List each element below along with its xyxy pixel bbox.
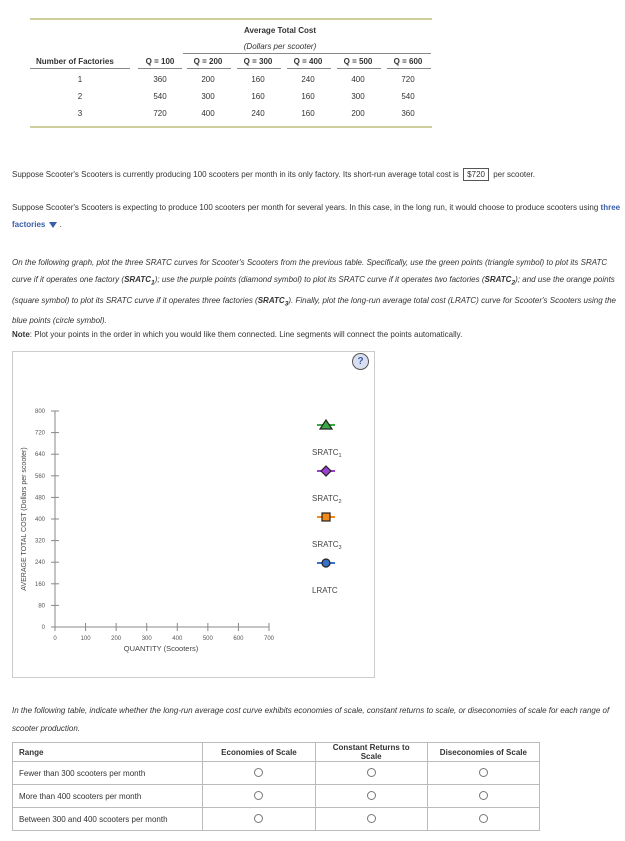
question-1-text: Suppose Scooter's Scooters is currently producing 100 scooters per month in its only factory. Its short-run average total cost is [12, 170, 459, 179]
cost-table-title: Average Total Cost [243, 26, 316, 35]
table-cell: 720 [153, 109, 167, 118]
cost-table-col-header: Q = 500 [343, 57, 373, 66]
economies-radio[interactable] [254, 791, 263, 800]
y-tick-label: 160 [34, 581, 45, 588]
table-cell: 1 [77, 75, 83, 84]
x-axis-label: QUANTITY (Scooters) [123, 644, 199, 653]
note-label: Note [12, 330, 30, 339]
instructions-text: ). Finally, plot the long-run average total cost (LRATC) curve for Scooter's Scooters using the blue points (circle symbol). [12, 295, 616, 326]
y-tick-label: 80 [38, 603, 45, 610]
instructions-text: On the following graph, plot the three SRATC curves for Scooter's Scooters from the previous table. Specifically, use the green points (triangle symbol) to plot its SRATC curve if it operates one factory ( [12, 258, 608, 284]
table-cell: 300 [201, 92, 215, 101]
sratc3-label: $SRATC_3$ [257, 295, 289, 308]
table-cell: 200 [201, 75, 215, 84]
scale-table [12, 742, 540, 831]
question-2-text: Suppose Scooter's Scooters is expecting to produce 100 scooters per month for several years. In this case, in the long run, it would choose to produce scooters using [12, 203, 599, 212]
table-cell: 540 [153, 92, 167, 101]
y-tick-label: 240 [34, 560, 45, 567]
x-tick-label: 200 [111, 636, 122, 642]
cost-table-col-header: Q = 300 [243, 57, 273, 66]
cost-table-subtitle: (Dollars per scooter) [243, 42, 317, 51]
cost-table-col-header: Q = 100 [145, 57, 175, 66]
y-axis-label: AVERAGE TOTAL COST (Dollars per scooter) [21, 447, 28, 591]
y-tick-label: 480 [34, 495, 45, 502]
y-tick-label: 640 [34, 452, 45, 459]
table-cell: 200 [351, 109, 365, 118]
table-cell: 160 [301, 92, 315, 101]
help-button[interactable]: ? [352, 353, 369, 370]
table-cell: 400 [351, 75, 365, 84]
table-cell: 360 [153, 75, 167, 84]
legend-label: $SRATC_1$ [312, 448, 342, 459]
question-1-suffix: per scooter. [493, 170, 536, 179]
note-text: : Plot your points in the order in which you would like them connected. Line segments will connect the points automatically. [29, 330, 463, 339]
diseconomies-radio[interactable] [479, 791, 488, 800]
y-tick-label: 0 [41, 625, 45, 631]
constant-returns-radio[interactable] [367, 791, 376, 800]
range-header: Range [13, 743, 203, 762]
table-cell: 3 [77, 109, 83, 118]
table-row [13, 785, 540, 808]
x-tick-label: 0 [53, 636, 57, 642]
table-cell: 160 [301, 109, 315, 118]
table-cell: 2 [77, 92, 83, 101]
x-tick-label: 300 [141, 636, 152, 642]
y-tick-label: 800 [34, 409, 45, 415]
x-tick-label: 700 [263, 636, 275, 642]
table-cell: 240 [251, 109, 265, 118]
diseconomies-header: Diseconomies of Scale [427, 743, 539, 762]
table-cell: 160 [251, 75, 265, 84]
table-cell: 720 [401, 75, 415, 84]
y-tick-label: 720 [34, 430, 45, 437]
table-row [13, 762, 540, 785]
economies-header: Economies of Scale [203, 743, 315, 762]
economies-radio[interactable] [254, 768, 263, 777]
legend-label: $SRATC_2$ [312, 494, 342, 505]
instructions-text: ); and use the orange points (square symbol) to plot its SRATC curve if it operates three factories ( [12, 275, 615, 305]
sratc3-square-marker[interactable] [322, 513, 330, 521]
y-tick-label: 320 [34, 538, 45, 545]
table-row [13, 808, 540, 831]
short-run-atc-answer-box[interactable]: $720 [463, 168, 489, 181]
table-cell: 300 [351, 92, 365, 101]
table-cell: 360 [401, 109, 415, 118]
table-cell: 540 [401, 92, 415, 101]
question-2-suffix: . [59, 220, 62, 229]
question-3 [12, 702, 612, 738]
cost-table-col-header: Q = 600 [393, 57, 423, 66]
instructions-text: ); use the purple points (diamond symbol) to plot its SRATC curve if it operates two factories ( [154, 275, 485, 284]
question-3-text: In the following table, indicate whether the long-run average cost curve exhibits economies of scale, constant returns to scale, or diseconomies of scale for each range of scooter production. [12, 706, 610, 733]
cost-table-col-header: Q = 400 [293, 57, 323, 66]
diseconomies-radio[interactable] [479, 768, 488, 777]
constant-returns-header: Constant Returns to Scale [315, 743, 427, 762]
sratc2-label: $SRATC_2$ [484, 275, 516, 287]
diseconomies-radio[interactable] [479, 814, 488, 823]
table-cell: 400 [201, 109, 215, 118]
scale-table-header-row [13, 743, 540, 762]
factories-dropdown-value: three factories [12, 203, 621, 229]
sratc2-diamond-marker[interactable] [321, 466, 331, 476]
x-tick-label: 600 [233, 636, 244, 642]
legend-label: $SRATC_3$ [312, 540, 342, 551]
range-label: Fewer than 300 scooters per month [13, 762, 203, 785]
sratc1-label: $SRATC_1$ [124, 275, 155, 287]
legend-label: LRATC [312, 586, 338, 595]
cost-table-col-header: Q = 200 [193, 57, 223, 66]
table-cell: 240 [301, 75, 315, 84]
x-tick-label: 500 [202, 636, 213, 642]
constant-returns-radio[interactable] [367, 814, 376, 823]
x-tick-label: 100 [80, 636, 91, 642]
constant-returns-radio[interactable] [367, 768, 376, 777]
y-tick-label: 400 [34, 517, 45, 523]
x-tick-label: 400 [172, 636, 183, 642]
lratc-circle-marker[interactable] [322, 559, 330, 567]
cost-table-row-header: Number of Factories [36, 57, 114, 66]
y-tick-label: 560 [34, 473, 45, 480]
range-label: Between 300 and 400 scooters per month [13, 808, 203, 831]
economies-radio[interactable] [254, 814, 263, 823]
table-cell: 160 [251, 92, 265, 101]
range-label: More than 400 scooters per month [13, 785, 203, 808]
